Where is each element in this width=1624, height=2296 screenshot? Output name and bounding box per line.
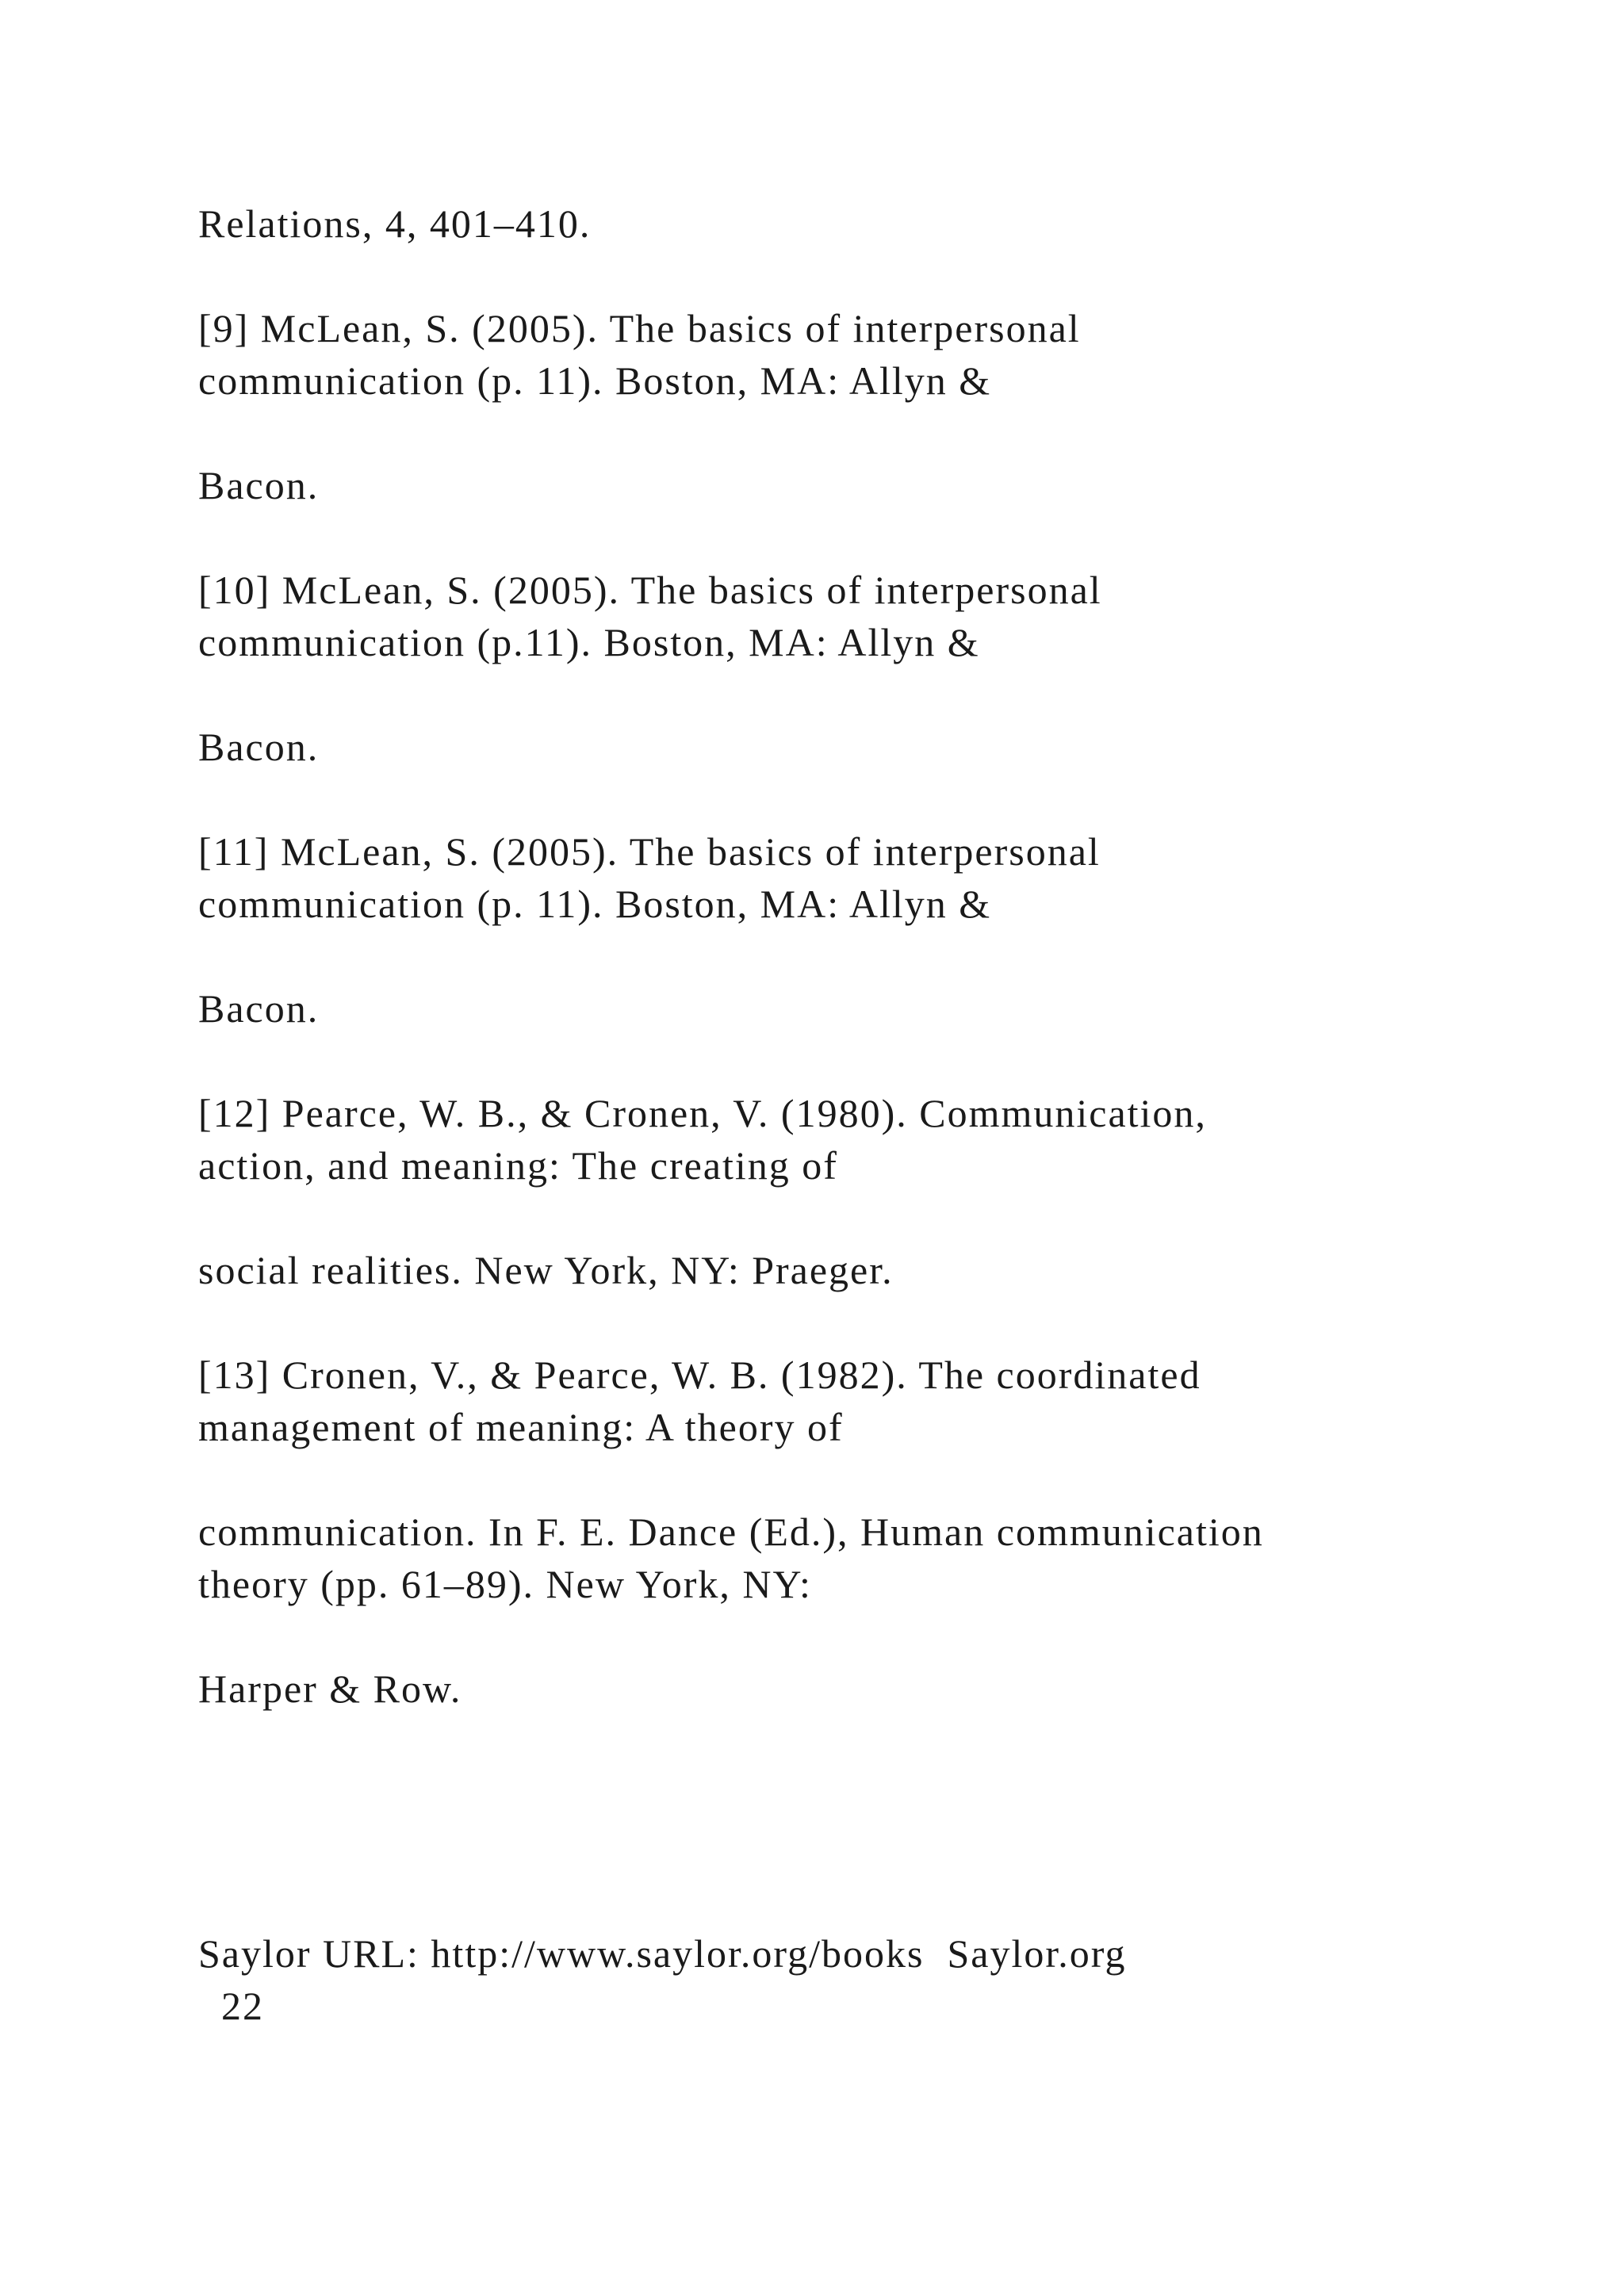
reference-line: Bacon. <box>198 986 320 1031</box>
reference-line: [9] McLean, S. (2005). The basics of interpersonal <box>198 306 1081 350</box>
reference-line: communication (p. 11). Boston, MA: Allyn & <box>198 882 992 926</box>
footer-source: Saylor URL: http://www.saylor.org/books Saylor.org <box>198 1931 1127 1976</box>
reference-line: Harper & Row. <box>198 1667 462 1711</box>
reference-line: social realities. New York, NY: Praeger. <box>198 1248 894 1292</box>
reference-line: communication (p. 11). Boston, MA: Allyn & <box>198 358 992 403</box>
reference-line: communication. In F. E. Dance (Ed.), Human communication <box>198 1510 1264 1554</box>
page-number: 22 <box>198 1984 264 2028</box>
reference-line: [10] McLean, S. (2005). The basics of interpersonal <box>198 568 1102 612</box>
reference-line: [12] Pearce, W. B., & Cronen, V. (1980). Communication, <box>198 1091 1207 1135</box>
reference-line: Bacon. <box>198 463 320 507</box>
reference-line: [13] Cronen, V., & Pearce, W. B. (1982). The coordinated <box>198 1353 1201 1397</box>
reference-line: [11] McLean, S. (2005). The basics of interpersonal <box>198 829 1101 874</box>
reference-line: communication (p.11). Boston, MA: Allyn & <box>198 620 980 664</box>
reference-line: action, and meaning: The creating of <box>198 1143 838 1188</box>
reference-line: management of meaning: A theory of <box>198 1405 844 1449</box>
reference-line: Relations, 4, 401–410. <box>198 201 592 246</box>
reference-line: theory (pp. 61–89). New York, NY: <box>198 1562 812 1606</box>
reference-line: Bacon. <box>198 725 320 769</box>
